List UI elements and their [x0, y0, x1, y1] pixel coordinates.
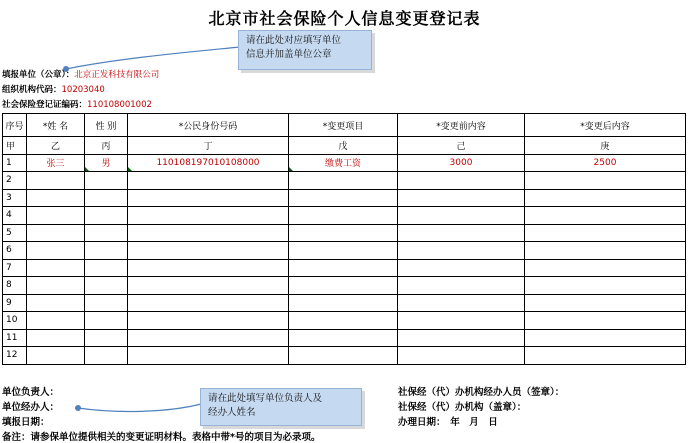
after-value-cell[interactable]: 2500 — [525, 154, 686, 172]
letter-cell: 戊 — [289, 137, 398, 155]
unit-info-line — [2, 68, 159, 80]
empty-cell[interactable] — [128, 329, 289, 347]
reg-code-line — [2, 98, 152, 110]
reg-code-label: 社会保险登记证编码： — [2, 100, 88, 110]
table-row — [3, 347, 686, 365]
table-row — [3, 312, 686, 330]
callout-line: 请在此处对应填写单位 — [246, 35, 342, 46]
name-cell[interactable]: 张三 — [27, 154, 85, 172]
callout-pointer-top — [66, 47, 240, 69]
empty-cell[interactable] — [85, 224, 128, 242]
comment-marker-icon — [85, 167, 89, 171]
empty-cell[interactable] — [128, 259, 289, 277]
empty-cell[interactable] — [398, 224, 525, 242]
row-number: 2 — [3, 172, 27, 190]
callout-unit-info — [238, 30, 372, 70]
empty-cell[interactable] — [289, 172, 398, 190]
header-cell: *变更项目 — [289, 114, 398, 137]
table-row — [3, 329, 686, 347]
empty-cell[interactable] — [289, 312, 398, 330]
table-row — [3, 259, 686, 277]
form-title: 北京市社会保险个人信息变更登记表 — [208, 9, 481, 28]
empty-cell[interactable] — [27, 242, 85, 260]
empty-cell[interactable] — [398, 189, 525, 207]
row-number: 7 — [3, 259, 27, 277]
callout-line: 请在此处填写单位负责人及 — [208, 393, 323, 404]
row-number: 8 — [3, 277, 27, 295]
agency-staff-label[interactable]: 社保经（代）办机构经办人员（签章）： — [398, 387, 565, 398]
empty-cell[interactable] — [525, 224, 686, 242]
empty-cell[interactable] — [289, 259, 398, 277]
empty-cell[interactable] — [289, 189, 398, 207]
header-cell: *公民身份号码 — [128, 114, 289, 137]
empty-cell[interactable] — [128, 347, 289, 365]
empty-cell[interactable] — [398, 207, 525, 225]
empty-cell[interactable] — [27, 277, 85, 295]
org-code-value[interactable]: 10203040 — [61, 85, 105, 95]
table-row — [3, 294, 686, 312]
empty-cell[interactable] — [289, 242, 398, 260]
empty-cell[interactable] — [85, 312, 128, 330]
comment-marker-icon — [289, 167, 293, 171]
row-number: 6 — [3, 242, 27, 260]
row-number: 12 — [3, 347, 27, 365]
change-table — [2, 113, 686, 365]
empty-cell[interactable] — [525, 259, 686, 277]
empty-cell[interactable] — [398, 347, 525, 365]
empty-cell[interactable] — [27, 172, 85, 190]
table-row — [3, 277, 686, 295]
empty-cell[interactable] — [289, 207, 398, 225]
callout-line: 经办人姓名 — [208, 407, 256, 418]
empty-cell[interactable] — [128, 224, 289, 242]
callout-dot-bottom — [75, 405, 81, 411]
callout-line: 信息并加盖单位公章 — [246, 49, 332, 60]
empty-cell[interactable] — [128, 189, 289, 207]
empty-cell[interactable] — [85, 242, 128, 260]
empty-cell[interactable] — [27, 259, 85, 277]
table-row — [3, 154, 686, 172]
empty-cell[interactable] — [27, 207, 85, 225]
unit-label: 填报单位（公章）： — [2, 70, 75, 80]
row-number: 1 — [3, 154, 27, 172]
empty-cell[interactable] — [27, 189, 85, 207]
empty-cell[interactable] — [525, 329, 686, 347]
table-row — [3, 172, 686, 190]
empty-cell[interactable] — [128, 242, 289, 260]
empty-cell[interactable] — [27, 294, 85, 312]
id-number-value: 110108197010108000 — [156, 157, 260, 168]
empty-cell[interactable] — [398, 259, 525, 277]
empty-cell[interactable] — [289, 294, 398, 312]
row-number: 9 — [3, 294, 27, 312]
empty-cell[interactable] — [128, 294, 289, 312]
letter-cell: 丙 — [85, 137, 128, 155]
fill-date-label[interactable]: 填报日期： — [2, 417, 50, 428]
empty-cell[interactable] — [525, 172, 686, 190]
row-number: 5 — [3, 224, 27, 242]
empty-cell[interactable] — [289, 329, 398, 347]
empty-cell[interactable] — [289, 347, 398, 365]
unit-leader-label[interactable]: 单位负责人： — [2, 387, 60, 398]
empty-rows — [3, 172, 686, 365]
empty-cell[interactable] — [398, 242, 525, 260]
remark-note: 备注：请参保单位提供相关的变更证明材料。表格中带*号的项目为必录项。 — [2, 432, 321, 443]
letter-cell: 甲 — [3, 137, 27, 155]
letter-cell: 己 — [398, 137, 525, 155]
org-code-line — [2, 83, 105, 95]
empty-cell[interactable] — [27, 329, 85, 347]
callout-pointer-bottom — [78, 404, 201, 411]
table-row — [3, 207, 686, 225]
table-row — [3, 224, 686, 242]
empty-cell[interactable] — [85, 207, 128, 225]
table-row — [3, 189, 686, 207]
empty-cell[interactable] — [27, 347, 85, 365]
row-number: 10 — [3, 312, 27, 330]
empty-cell[interactable] — [398, 294, 525, 312]
empty-cell[interactable] — [398, 329, 525, 347]
header-cell: *姓 名 — [27, 114, 85, 137]
reg-code-value[interactable]: 110108001002 — [87, 100, 152, 110]
letter-cell: 庚 — [525, 137, 686, 155]
empty-cell[interactable] — [85, 294, 128, 312]
header-cell: *变更前内容 — [398, 114, 525, 137]
empty-cell[interactable] — [398, 172, 525, 190]
callout-signers — [200, 388, 362, 426]
empty-cell[interactable] — [85, 277, 128, 295]
comment-marker-icon — [128, 167, 132, 171]
empty-cell[interactable] — [85, 329, 128, 347]
change-item-value: 缴费工资 — [324, 159, 361, 170]
empty-cell[interactable] — [85, 347, 128, 365]
header-cell: 序号 — [3, 114, 27, 137]
org-code-label: 组织机构代码： — [2, 85, 62, 95]
before-value-cell[interactable]: 3000 — [398, 154, 525, 172]
empty-cell[interactable] — [128, 277, 289, 295]
table-row — [3, 242, 686, 260]
change-item-cell[interactable] — [289, 154, 398, 172]
id-number-cell[interactable] — [128, 154, 289, 172]
empty-cell[interactable] — [525, 347, 686, 365]
header-cell: 性 别 — [85, 114, 128, 137]
header-cell: *变更后内容 — [525, 114, 686, 137]
unit-handler-label[interactable]: 单位经办人： — [2, 402, 60, 413]
row-number: 3 — [3, 189, 27, 207]
table-letter-row — [3, 137, 686, 155]
empty-cell[interactable] — [128, 172, 289, 190]
empty-cell[interactable] — [525, 277, 686, 295]
row-number: 4 — [3, 207, 27, 225]
empty-cell[interactable] — [27, 312, 85, 330]
empty-cell[interactable] — [289, 277, 398, 295]
empty-cell[interactable] — [525, 242, 686, 260]
empty-cell[interactable] — [398, 312, 525, 330]
table-header-row — [3, 114, 686, 137]
empty-cell[interactable] — [398, 277, 525, 295]
empty-cell[interactable] — [128, 207, 289, 225]
gender-value: 男 — [101, 159, 111, 170]
agency-seal-label[interactable]: 社保经（代）办机构（盖章）： — [398, 402, 527, 413]
empty-cell[interactable] — [27, 224, 85, 242]
unit-value[interactable]: 北京正发科技有限公司 — [74, 70, 160, 80]
process-date-label[interactable]: 办理日期： 年 月 日 — [398, 417, 498, 428]
empty-cell[interactable] — [289, 224, 398, 242]
letter-cell: 乙 — [27, 137, 85, 155]
empty-cell[interactable] — [525, 312, 686, 330]
empty-cell[interactable] — [85, 172, 128, 190]
empty-cell[interactable] — [525, 207, 686, 225]
empty-cell[interactable] — [85, 259, 128, 277]
empty-cell[interactable] — [525, 189, 686, 207]
empty-cell[interactable] — [128, 312, 289, 330]
row-number: 11 — [3, 329, 27, 347]
empty-cell[interactable] — [85, 189, 128, 207]
gender-cell[interactable] — [85, 154, 128, 172]
letter-cell: 丁 — [128, 137, 289, 155]
empty-cell[interactable] — [525, 294, 686, 312]
